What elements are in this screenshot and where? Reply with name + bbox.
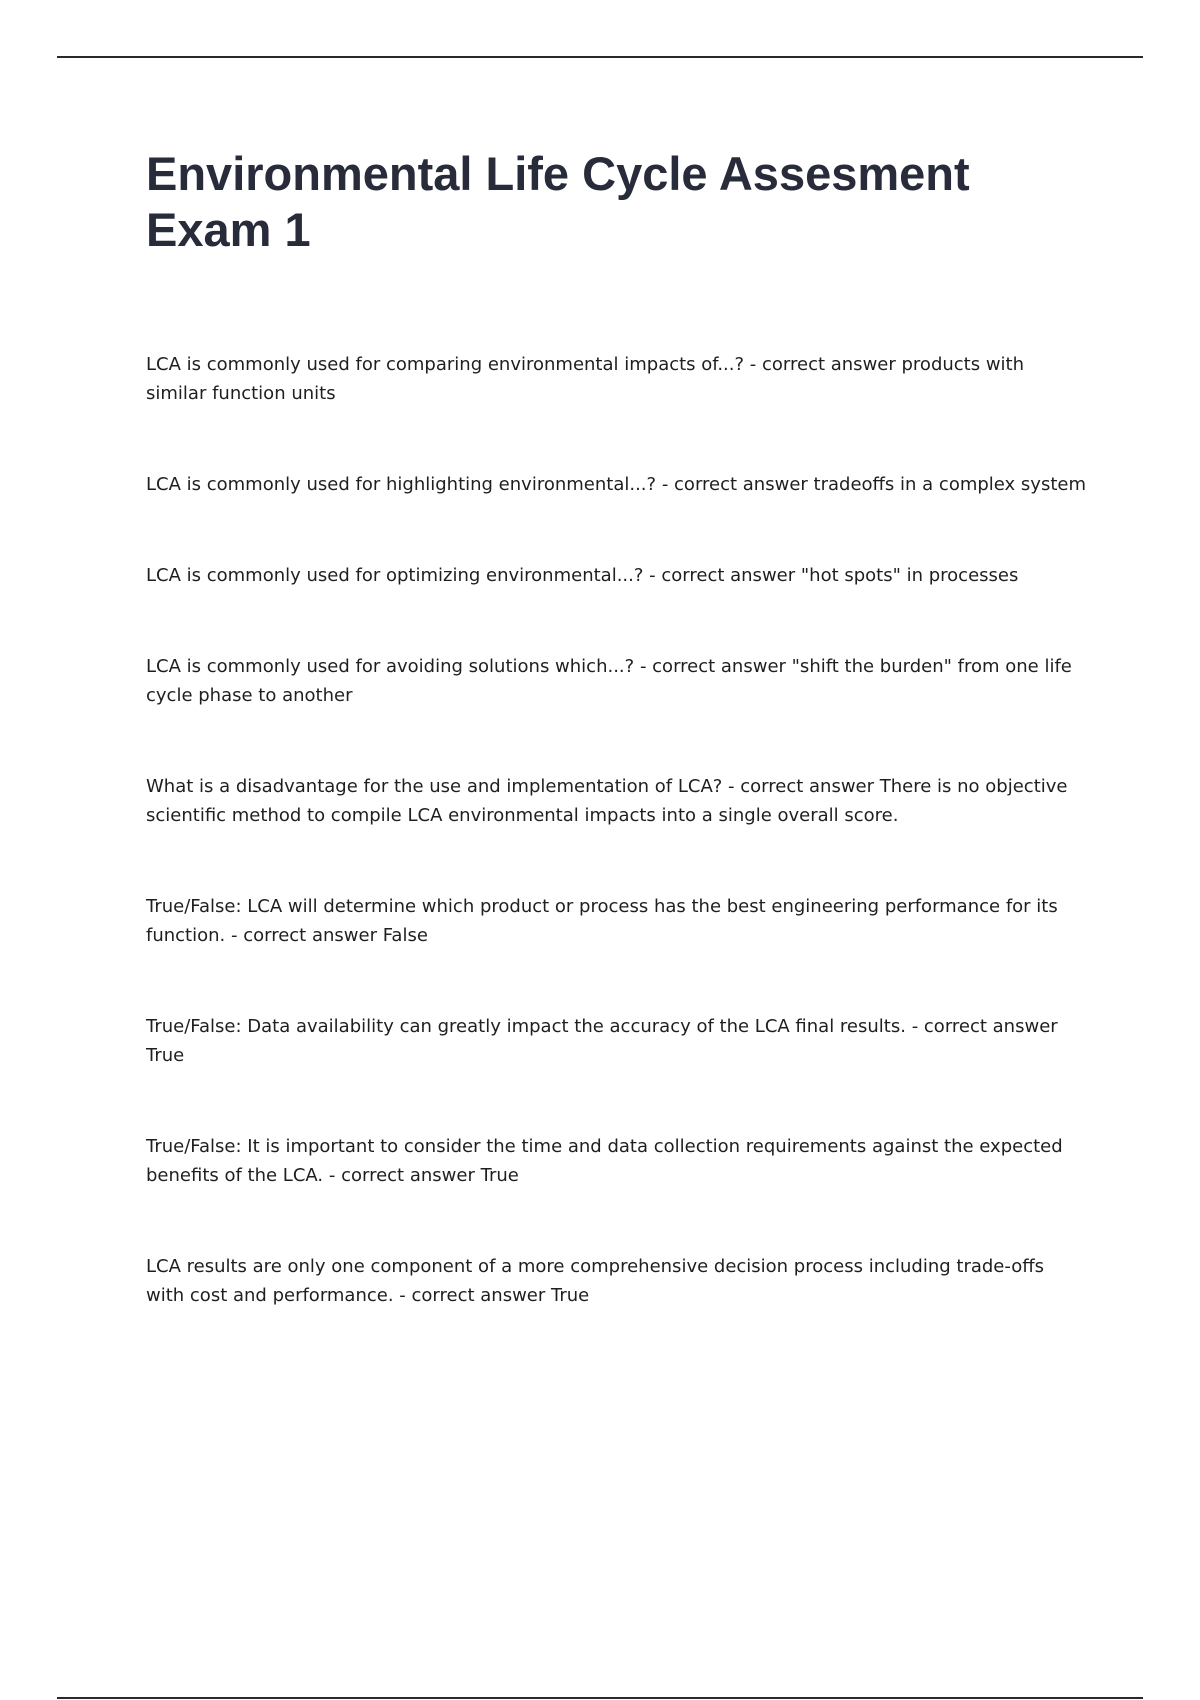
- question-text: True/False: Data availability can greatly impact the accuracy of the LCA final results.: [146, 1016, 906, 1037]
- answer-text: products with similar function units: [146, 354, 1025, 404]
- answer-text: "hot spots" in processes: [800, 565, 1019, 586]
- answer-marker: - correct answer: [328, 1165, 475, 1186]
- answer-marker: - correct answer: [661, 474, 808, 495]
- answer-text: "shift the burden" from one life cycle phase to another: [146, 656, 1072, 706]
- answer-text: tradeoffs in a complex system: [813, 474, 1086, 495]
- answer-text: False: [382, 925, 428, 946]
- question-text: LCA is commonly used for highlighting environmental...?: [146, 474, 657, 495]
- answer-text: True: [146, 1045, 185, 1066]
- answer-text: True: [551, 1285, 590, 1306]
- question-text: LCA is commonly used for optimizing environmental...?: [146, 565, 644, 586]
- question-text: LCA results are only one component of a more comprehensive decision process including trade-offs with cost and performance.: [146, 1256, 1045, 1306]
- answer-text: There is no objective scientific method to compile LCA environmental impacts into a single overall score.: [146, 776, 1068, 826]
- answer-marker: - correct answer: [231, 925, 377, 946]
- answer-marker: - correct answer: [911, 1016, 1058, 1037]
- qa-item: [146, 561, 1086, 590]
- question-text: LCA is commonly used for comparing environmental impacts of...?: [146, 354, 745, 375]
- question-text: LCA is commonly used for avoiding solutions which...?: [146, 656, 635, 677]
- answer-marker: - correct answer: [749, 354, 896, 375]
- answer-marker: - correct answer: [639, 656, 786, 677]
- answer-marker: - correct answer: [399, 1285, 546, 1306]
- qa-item: [146, 1132, 1086, 1190]
- answer-text: True: [480, 1165, 519, 1186]
- qa-list: [146, 350, 1086, 1310]
- bottom-rule: [57, 1697, 1143, 1699]
- qa-item: [146, 892, 1086, 950]
- qa-item: [146, 1012, 1086, 1070]
- qa-item: [146, 1252, 1086, 1310]
- document-body: [146, 146, 1086, 1372]
- qa-item: [146, 470, 1086, 499]
- qa-item: [146, 350, 1086, 408]
- qa-item: [146, 652, 1086, 710]
- document-title: Environmental Life Cycle Assesment Exam 1: [146, 147, 970, 256]
- answer-marker: - correct answer: [649, 565, 796, 586]
- question-text: True/False: It is important to consider the time and data collection requirements against the expected benefits of the LCA.: [146, 1136, 1063, 1186]
- top-rule: [57, 56, 1143, 58]
- qa-item: [146, 772, 1086, 830]
- answer-marker: - correct answer: [728, 776, 875, 797]
- question-text: True/False: LCA will determine which product or process has the best engineering performance for its function.: [146, 896, 1058, 946]
- question-text: What is a disadvantage for the use and implementation of LCA?: [146, 776, 723, 797]
